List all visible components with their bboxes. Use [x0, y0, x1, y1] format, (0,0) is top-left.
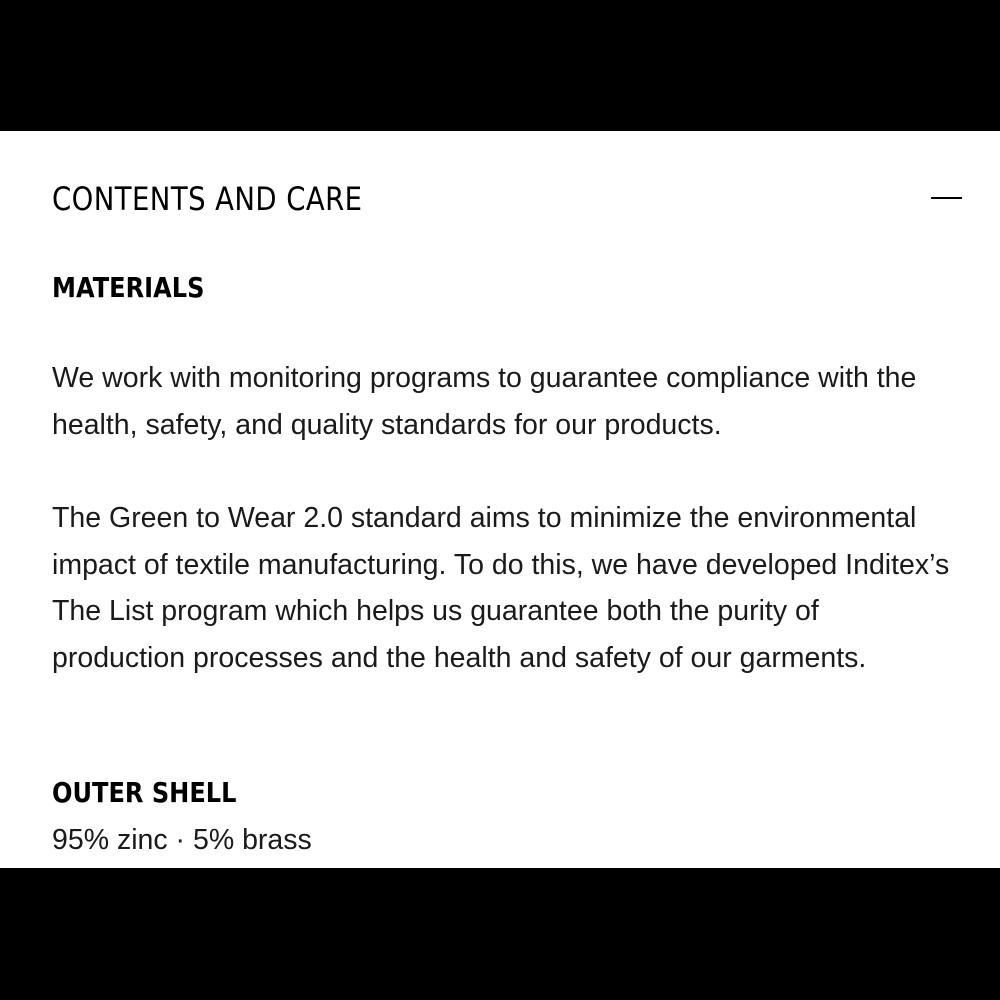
minus-icon[interactable]: [931, 197, 962, 199]
materials-heading: MATERIALS: [52, 271, 205, 304]
outer-shell-heading: OUTER SHELL: [52, 776, 237, 809]
materials-paragraph-monitoring: We work with monitoring programs to guarantee compliance with the health, safety, and quality standards for our products.: [52, 362, 917, 441]
section-title: CONTENTS AND CARE: [52, 180, 363, 218]
outer-shell-composition: 95% zinc · 5% brass: [52, 824, 312, 856]
materials-paragraph-green-to-wear: The Green to Wear 2.0 standard aims to minimize the environmental impact of textile manufacturing. To do this, we have developed Inditex’s The List program which helps us guarantee both the purity of production processes and the health and safety of our garments.: [52, 502, 950, 674]
contents-and-care-header[interactable]: [52, 176, 962, 222]
